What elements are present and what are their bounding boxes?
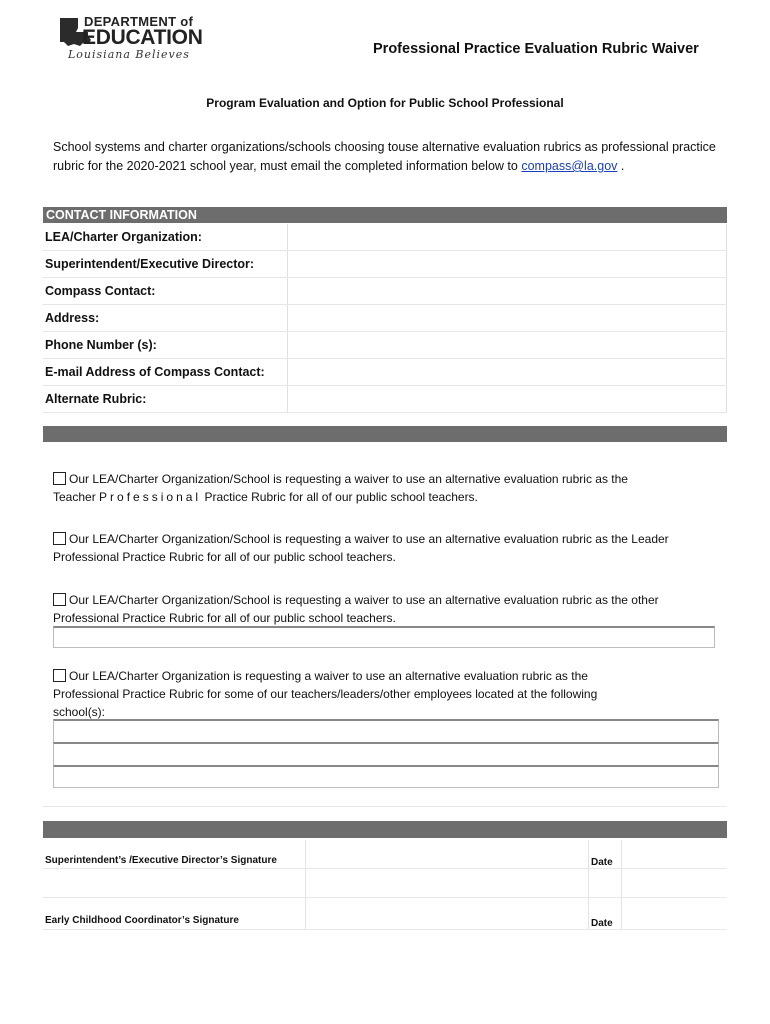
alternate-rubric-label: Alternate Rubric:	[43, 386, 288, 413]
other-rubric-field[interactable]	[53, 626, 715, 648]
school-field-3[interactable]	[53, 765, 719, 788]
address-field[interactable]	[288, 305, 727, 332]
lea-field[interactable]	[288, 224, 727, 251]
superintendent-field[interactable]	[288, 251, 727, 278]
option-some-schools	[53, 667, 733, 721]
logo-education-text: EDUCATION	[82, 26, 203, 49]
option-leader-text-2: Professional Practice Rubric for all of our public school teachers.	[53, 550, 396, 564]
logo-department-text: DEPARTMENT of	[84, 14, 194, 29]
intro-text: School systems and charter organizations/schools choosing touse alternative evaluation rubrics as professional practice rubric for the 2020-2021 school year, must email the completed information below to	[53, 140, 716, 173]
superintendent-date-label: Date	[589, 840, 622, 869]
coordinator-signature-field[interactable]	[306, 898, 589, 930]
divider	[43, 806, 727, 807]
superintendent-signature-label: Superintendent’s /Executive Director’s Signature	[43, 840, 306, 869]
option-other-text-2: Professional Practice Rubric for all of our public school teachers.	[53, 611, 396, 625]
compass-contact-field[interactable]	[288, 278, 727, 305]
alternate-rubric-field[interactable]	[288, 386, 727, 413]
table-row	[43, 898, 727, 930]
intro-end: .	[620, 159, 625, 173]
option-some-schools-text: Our LEA/Charter Organization is requesting a waiver to use an alternative evaluation rubric as the	[69, 669, 588, 683]
contact-heading: CONTACT INFORMATION	[46, 208, 197, 222]
compass-email-link[interactable]: compass@la.gov	[521, 159, 618, 173]
option-some-schools-checkbox[interactable]	[53, 669, 66, 682]
table-row	[43, 278, 727, 305]
superintendent-label: Superintendent/Executive Director:	[43, 251, 288, 278]
phone-field[interactable]	[288, 332, 727, 359]
spacer-cell-2	[589, 869, 622, 898]
option-other-rubric	[53, 591, 733, 627]
options-section-header	[43, 426, 727, 442]
contact-table	[43, 224, 727, 413]
contact-section-header	[43, 207, 727, 223]
option-teacher-word: Teacher	[53, 490, 96, 504]
table-row	[43, 869, 727, 898]
louisiana-education-logo	[58, 14, 203, 64]
signature-table	[43, 840, 727, 930]
coordinator-date-field[interactable]	[622, 898, 728, 930]
option-teacher-checkbox[interactable]	[53, 472, 66, 485]
option-leader-rubric	[53, 530, 733, 566]
intro-paragraph	[53, 138, 733, 176]
logo-tagline: Louisiana Believes	[68, 48, 190, 61]
option-teacher-rest: Practice Rubric for all of our public school teachers.	[204, 490, 478, 504]
table-row	[43, 224, 727, 251]
option-some-schools-text-2: Professional Practice Rubric for some of our teachers/leaders/other employees located at the following	[53, 687, 598, 701]
table-row	[43, 251, 727, 278]
document-title: Professional Practice Evaluation Rubric Waiver	[373, 41, 699, 57]
table-row	[43, 386, 727, 413]
compass-contact-label: Compass Contact:	[43, 278, 288, 305]
superintendent-signature-field[interactable]	[306, 840, 589, 869]
document-subtitle: Program Evaluation and Option for Public School Professional	[206, 96, 564, 110]
option-teacher-rubric	[53, 470, 733, 506]
email-field[interactable]	[288, 359, 727, 386]
coordinator-signature-label: Early Childhood Coordinator’s Signature	[43, 898, 306, 930]
date-spacer-field	[622, 869, 728, 898]
option-teacher-professional: Professional	[99, 490, 202, 504]
signature-section-header	[43, 821, 727, 838]
signature-spacer-field	[306, 869, 589, 898]
lea-label: LEA/Charter Organization:	[43, 224, 288, 251]
option-teacher-text: Our LEA/Charter Organization/School is requesting a waiver to use an alternative evaluation rubric as the	[69, 472, 628, 486]
table-row	[43, 840, 727, 869]
option-other-text: Our LEA/Charter Organization/School is requesting a waiver to use an alternative evaluation rubric as the other	[69, 593, 659, 607]
phone-label: Phone Number (s):	[43, 332, 288, 359]
option-leader-checkbox[interactable]	[53, 532, 66, 545]
school-field-2[interactable]	[53, 742, 719, 766]
spacer-cell	[43, 869, 306, 898]
table-row	[43, 332, 727, 359]
address-label: Address:	[43, 305, 288, 332]
school-field-1[interactable]	[53, 719, 719, 743]
superintendent-date-field[interactable]	[622, 840, 728, 869]
option-other-checkbox[interactable]	[53, 593, 66, 606]
option-leader-text: Our LEA/Charter Organization/School is requesting a waiver to use an alternative evaluation rubric as the Leader	[69, 532, 669, 546]
table-row	[43, 359, 727, 386]
table-row	[43, 305, 727, 332]
coordinator-date-label: Date	[589, 898, 622, 930]
email-label: E-mail Address of Compass Contact:	[43, 359, 288, 386]
option-some-schools-text-3: school(s):	[53, 705, 106, 719]
